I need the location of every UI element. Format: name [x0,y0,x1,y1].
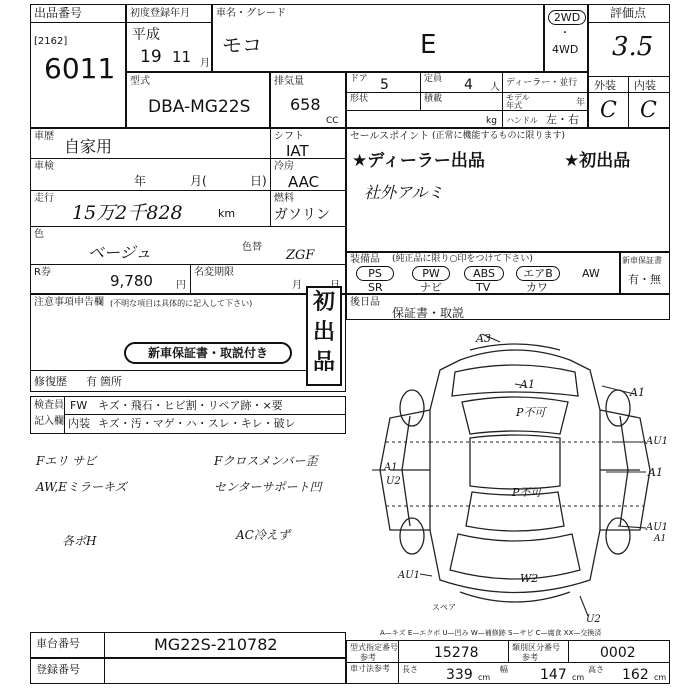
engine-unit: CC [326,116,339,126]
engine-value: 658 [290,95,321,114]
hw-note-6: AC冷えず [236,528,290,542]
inspect-row1-label: FW [70,399,88,412]
dims-len: 339 [446,667,473,683]
sales-label: セールスポイント [350,131,430,142]
modelyear-unit: 年 [576,98,586,108]
equip-airbag: エアB [516,266,560,281]
capacity-value: 4 [464,77,473,93]
score-int-label: 内装 [634,79,656,92]
spec-ref2: 参考 [522,653,538,662]
first-stamp-char-3: 品 [312,350,335,375]
reg-year: 19 [140,47,162,67]
dims-hei-unit: cm [654,673,667,682]
hw-note-2: Fクロスメンバー歪 [214,454,318,468]
dealer-label: ディーラー・並行 [506,78,578,88]
fuel-value: ガソリン [274,207,330,223]
reg-label: 初度登録年月 [130,8,190,19]
inspect-row2: キズ・汚・マゲ・ハ・スレ・キレ・破レ [98,417,296,430]
dmg-a3: A3 [476,332,491,345]
sales-point3: 社外アルミ [364,183,444,202]
regno-label: 登録番号 [36,663,80,676]
class-label: 類別区分番号 [512,643,560,652]
recycle-unit: 円 [176,280,186,291]
first-listing-stamp [306,286,342,386]
equip-label: 装備品 [350,254,380,265]
after-label: 後日品 [350,297,380,308]
repair-label: 修復歴 [34,375,67,388]
equip-navi: ナビ [420,281,442,294]
equip-pw: PW [412,266,450,281]
hw-note-3: AW,Eミラーキズ [36,480,127,494]
reg-month-unit: 月 [200,58,210,69]
dmg-a1-r2: A1 [648,466,663,479]
handle-value: 左・右 [546,113,579,126]
color-change-label: 色替 [242,242,262,253]
diagram-legend: A—キズ E—エクボ U—凹み W—補修跡 S—サビ C—腐食 XX—交換済 [380,629,602,637]
dmg-au1-r: AU1 [646,436,669,447]
dmg-w2: W2 [520,572,539,585]
inspect-row1: キズ・飛石・ヒビ割・リペア跡・×要 [98,399,283,412]
drive-2wd: 2WD [548,10,586,25]
fuel-label: 燃料 [274,193,294,204]
dmg-au1-bl: AU1 [398,570,421,581]
history-label: 車歴 [34,131,54,142]
dims-len-unit: cm [478,673,491,682]
notes-sub: (不明な項目は具体的に記入して下さい) [110,299,253,308]
mileage-label: 走行 [34,193,54,204]
inspection-day: 日) [250,174,267,188]
inspection-year: 年 [134,174,147,188]
inspection-label: 車検 [34,161,54,172]
repair-unit: 箇所 [100,375,122,388]
dmg-a1-r3: A1 [654,534,667,544]
reg-era: 平成 [132,27,160,43]
notes-stamp-text: 新車保証書・取説付き [147,346,268,360]
shift-value: IAT [286,142,309,160]
inspect-label1: 検査員 [34,400,64,411]
hw-note-5: 各ポH [62,534,97,548]
load-unit: kg [486,116,497,126]
drive-dot: ・ [560,28,570,39]
chassis-value: MG22S-210782 [154,635,278,654]
first-stamp-char-1: 初 [312,290,335,315]
sales-point2: ★初出品 [564,151,631,171]
meigi-label: 名変期限 [194,267,234,278]
mileage-unit: km [218,207,236,220]
repair-value: 有 [86,375,97,388]
recycle-label: R券 [34,267,51,278]
aircon-label: 冷房 [274,161,294,172]
dmg-spare: スペア [432,603,456,612]
aircon-value: AAC [288,173,320,191]
notes-label: 注意事項申告欄 [34,297,104,308]
class-no: 0002 [600,645,636,661]
dmg-a1-r1: A1 [630,386,645,399]
sales-point1: ★ディーラー出品 [352,151,485,171]
spec-ref1: 参考 [360,653,376,662]
model-label: 型式 [130,76,150,87]
model-no: 15278 [434,645,479,661]
hw-note-1: Fエリ サビ [36,454,97,468]
dims-label: 車寸法参考 [350,664,390,673]
equip-sub: (純正品に限り○印をつけて下さい) [392,254,533,264]
sales-sub: (正常に機能するものに限ります) [432,131,566,141]
chassis-label: 車台番号 [36,637,80,650]
dims-hei-label: 高さ [588,665,604,674]
capacity-unit: 人 [490,82,500,93]
lot-label: 出品番号 [34,6,83,20]
drive-4wd: 4WD [552,43,579,56]
dims-wid-label: 幅 [500,665,508,674]
first-stamp-char-2: 出 [312,320,335,345]
color-label: 色 [34,229,44,240]
score-value: 3.5 [612,32,654,62]
lot-number: 6011 [44,52,116,85]
hw-note-4: センターサポート凹 [214,480,322,494]
after-value: 保証書・取説 [392,306,465,320]
equip-aw: AW [582,267,600,280]
car-grade: E [420,30,437,60]
equip-sr: SR [368,281,383,294]
model-no-label: 型式指定番号 [350,643,398,652]
equip-ps: PS [356,266,394,281]
score-ext: C [600,98,617,123]
dmg-a1-left: A1 [384,462,398,473]
newcar-label: 新車保証書 [622,256,662,265]
doors-value: 5 [380,77,389,93]
dims-len-label: 長さ [402,665,418,674]
doors-label: ドア [350,74,368,84]
dims-hei: 162 [622,667,649,683]
equip-abs: ABS [464,266,504,281]
equip-tv: TV [476,281,491,294]
color-value: ベージュ [88,243,152,262]
color-code: ZGF [286,248,315,263]
model-value: DBA-MG22S [148,97,251,117]
dmg-a1-top: A1 [520,378,535,391]
inspect-label2: 記入欄 [34,416,64,427]
dmg-u2: U2 [386,476,401,487]
dmg-p-top: P不可 [516,406,546,419]
recycle-value: 9,780 [110,272,153,290]
mileage-value: 15万2千828 [72,202,183,224]
score-int: C [640,98,657,123]
engine-label: 排気量 [274,76,304,87]
capacity-label: 定員 [424,74,443,84]
equip-leather: カワ [526,281,548,294]
modelyear-label: モデル年式 [506,93,530,110]
lot-ref: [2162] [34,36,68,47]
notes-stamp [124,342,292,364]
car-name: モコ [222,33,262,57]
meigi-month: 月 [292,280,302,291]
newcar-value: 有・無 [628,273,661,286]
score-label: 評価点 [610,6,647,20]
shape-label: 形状 [350,94,369,104]
handle-label: ハンドル [506,116,538,125]
dmg-au1-r2: AU1 [646,522,669,533]
dims-wid-unit: cm [572,673,585,682]
inspection-month: 月( [190,174,207,188]
dmg-p-mid: P不可 [512,486,542,499]
reg-month: 11 [172,48,192,66]
dmg-u2-b: U2 [586,614,601,625]
load-label: 積載 [424,94,443,104]
car-label: 車名・グレード [216,8,286,19]
history-value: 自家用 [64,137,113,156]
score-ext-label: 外装 [594,79,616,92]
inspect-row2-label: 内装 [68,417,90,430]
dims-wid: 147 [540,667,567,683]
shift-label: シフト [274,131,304,142]
